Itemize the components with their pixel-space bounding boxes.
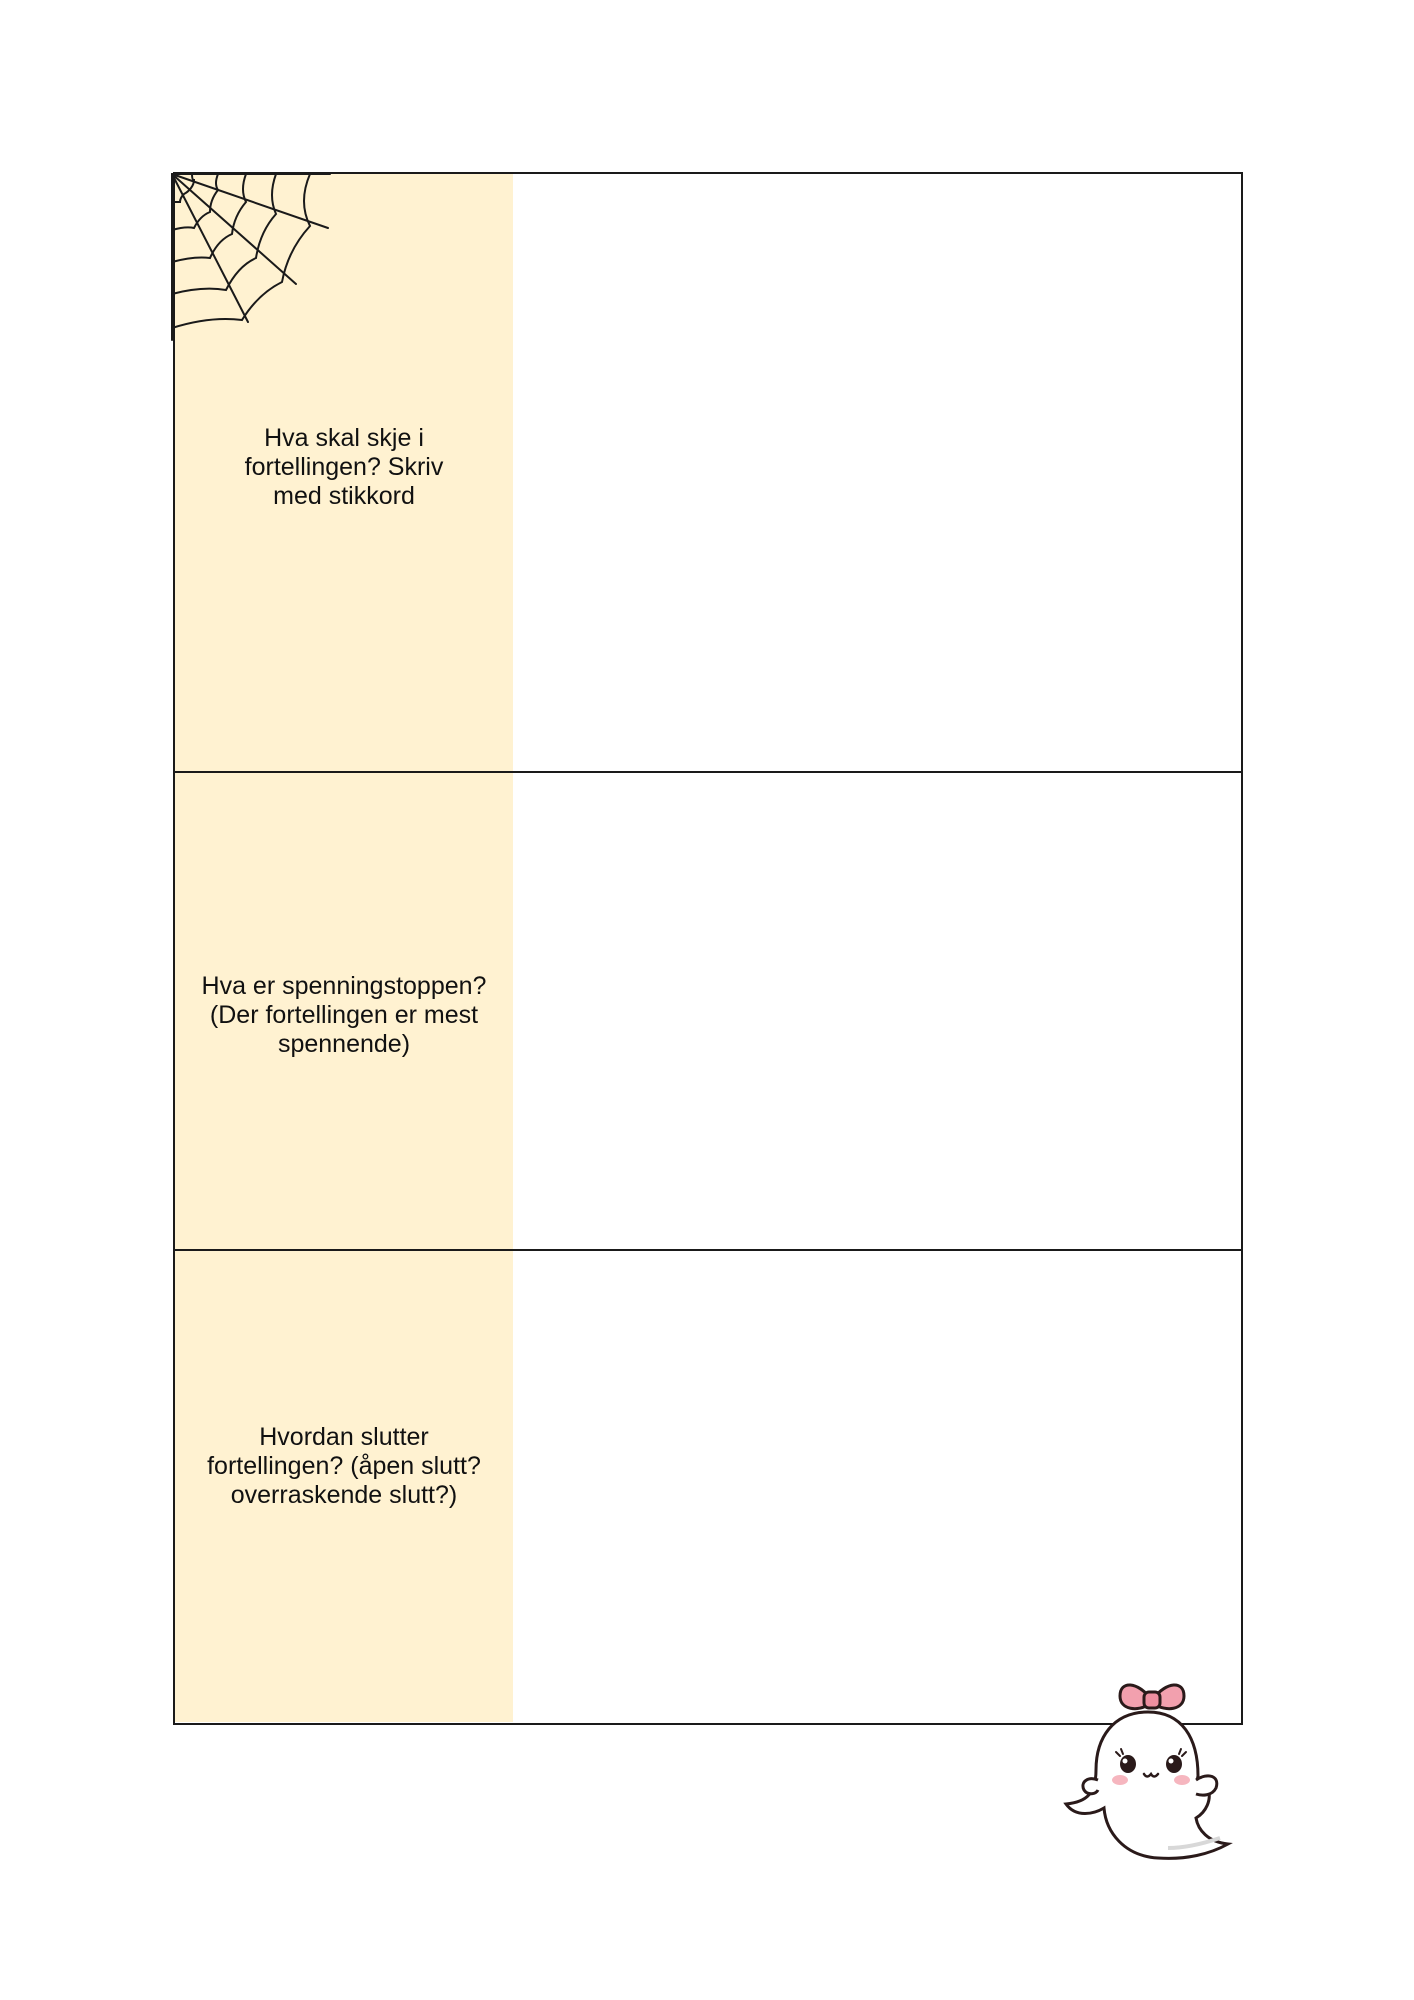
answer-field-events[interactable] <box>513 174 1241 771</box>
table-row <box>175 1249 1241 1722</box>
prompt-cell <box>175 1251 513 1722</box>
ghost-with-bow-icon <box>1058 1672 1238 1867</box>
table-row <box>175 771 1241 1249</box>
prompt-cell <box>175 773 513 1249</box>
prompt-text-climax: Hva er spenningstoppen? (Der fortellingen er mest spennende) <box>201 972 487 1058</box>
answer-field-ending[interactable] <box>513 1251 1241 1722</box>
story-planning-table <box>173 172 1243 1725</box>
spider-web-icon <box>170 172 340 342</box>
prompt-text-ending: Hvordan slutter fortellingen? (åpen slutt? overraskende slutt?) <box>207 1423 481 1509</box>
answer-field-climax[interactable] <box>513 773 1241 1249</box>
prompt-text-events: Hva skal skje i fortellingen? Skriv med stikkord <box>244 424 444 510</box>
